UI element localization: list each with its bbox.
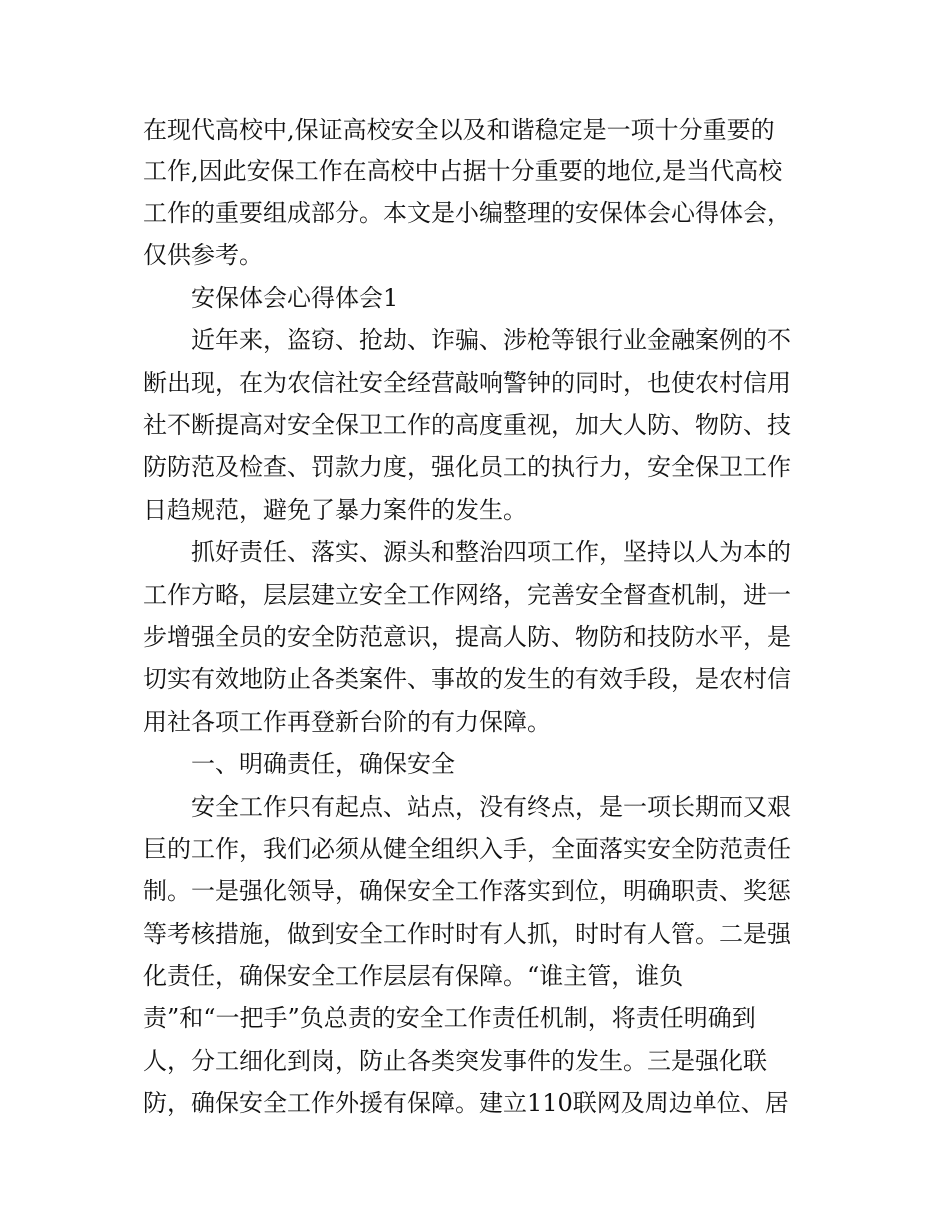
text-line: 工作的重要组成部分。本文是小编整理的安保体会心得体会， <box>143 199 791 227</box>
text-line: 责”和“一把手”负总责的安全工作责任机制，将责任明确到 <box>143 1004 756 1032</box>
text-line: 仅供参考。 <box>143 241 263 269</box>
text-line: 等考核措施，做到安全工作时时有人抓，时时有人管。二是强 <box>143 920 791 948</box>
text-line: 制。一是强化领导，确保安全工作落实到位，明确职责、奖惩 <box>143 877 791 905</box>
text-line: 防防范及检查、罚款力度，强化员工的执行力，安全保卫工作 <box>143 453 791 481</box>
text-line: 防，确保安全工作外援有保障。建立110联网及周边单位、居 <box>143 1089 789 1117</box>
text-line: 步增强全员的安全防范意识，提高人防、物防和技防水平，是 <box>143 623 791 651</box>
text-line: 抓好责任、落实、源头和整治四项工作，坚持以人为本的 <box>191 538 791 566</box>
text-line: 社不断提高对安全保卫工作的高度重视，加大人防、物防、技 <box>143 411 791 439</box>
text-line: 工作,因此安保工作在高校中占据十分重要的地位,是当代高校 <box>143 157 783 185</box>
text-line: 安全工作只有起点、站点，没有终点，是一项长期而又艰 <box>191 793 791 821</box>
text-line: 近年来，盗窃、抢劫、诈骗、涉枪等银行业金融案例的不 <box>191 326 791 354</box>
section-heading: 一、明确责任，确保安全 <box>191 750 455 778</box>
text-line: 人，分工细化到岗，防止各类突发事件的发生。三是强化联 <box>143 1047 767 1075</box>
text-line: 化责任，确保安全工作层层有保障。“谁主管，谁负 <box>143 962 684 990</box>
text-line: 巨的工作，我们必须从健全组织入手，全面落实安全防范责任 <box>143 835 791 863</box>
text-line: 在现代高校中,保证高校安全以及和谐稳定是一项十分重要的 <box>143 116 775 144</box>
section-heading: 安保体会心得体会1 <box>191 284 399 312</box>
text-line: 日趋规范，避免了暴力案件的发生。 <box>143 496 527 524</box>
text-line: 工作方略，层层建立安全工作网络，完善安全督查机制，进一 <box>143 581 791 609</box>
text-line: 断出现，在为农信社安全经营敲响警钟的同时，也使农村信用 <box>143 369 791 397</box>
text-line: 切实有效地防止各类案件、事故的发生的有效手段，是农村信 <box>143 665 791 693</box>
text-line: 用社各项工作再登新台阶的有力保障。 <box>143 708 551 736</box>
